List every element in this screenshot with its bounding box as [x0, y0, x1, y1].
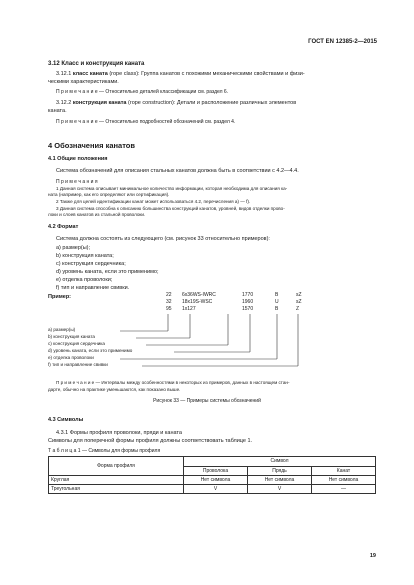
section-4-3-1-text: Символы для поперечной формы профиля должны соответствовать таблице 1.: [48, 438, 253, 444]
diagram-label-c: с) конструкция сердечника: [48, 341, 105, 346]
section-4-2-text: Система должна состоять из следующего (см. рисунок 33 относительно примеров):: [56, 236, 270, 242]
example-row-2-lay: sZ: [296, 299, 302, 305]
figure-caption: Рисунок 33 — Примеры системы обозначений: [153, 398, 261, 404]
note-1-line2: ната (например, как его определяют или сертификация).: [48, 192, 170, 197]
paragraph-3-12-2-line2: каната.: [48, 108, 67, 114]
section-4-2-heading: 4.2 Формат: [48, 224, 79, 230]
term-rope-construction: конструкция каната: [72, 100, 127, 106]
row-shape: Треугольная: [49, 485, 184, 494]
example-row-2-finish: U: [275, 299, 279, 305]
section-4-3-1-heading: 4.3.1 Формы профиля проволоки, пряди и каната: [56, 430, 182, 436]
example-row-1-lay: sZ: [296, 292, 302, 298]
example-row-2-grade: 1960: [242, 299, 254, 305]
row-wire-symbol: Нет символа: [184, 476, 248, 485]
definition-text: (rope class): Группа канатов с похожими механическими свойствами и физи-: [107, 71, 305, 77]
table-caption-label: Т а б л и ц а 1: [48, 448, 81, 454]
section-4-1-heading: 4.1 Общие положения: [48, 156, 108, 162]
example-row-3-finish: B: [275, 306, 279, 312]
term-rope-class: класс каната: [72, 71, 108, 77]
table-caption-text: — Символы для формы профиля: [80, 448, 161, 454]
table-row: [49, 485, 376, 494]
section-4-1-text: Система обозначений для описания стальных канатов должна быть в соответствии с 4.2—4.4.: [56, 168, 299, 174]
row-wire-symbol: V: [184, 485, 248, 494]
note-label: П р и м е ч а н и е: [56, 380, 95, 385]
paragraph-3-12-1-line1: [56, 71, 305, 79]
note-1-line1: 1 Данная система описывает минимальное количество информации, которая необходима для описания ка-: [56, 186, 288, 191]
example-row-3-lay: Z: [296, 306, 300, 312]
row-shape: Круглая: [49, 476, 184, 485]
note-text: — Интервалы между особенностями в некоторых из примеров, данных в настоящем стан-: [94, 380, 290, 385]
standard-number: ГОСТ EN 12385-2—2015: [308, 39, 377, 45]
diagram-label-a: а) размер(ы): [48, 327, 76, 332]
notes-label: П р и м е ч а н и я: [56, 179, 98, 185]
list-item-e: е) отделка проволоки;: [56, 277, 113, 283]
header-strand: Прядь: [248, 466, 312, 476]
section-4-heading: 4 Обозначения канатов: [48, 141, 135, 150]
header-rope: Канат: [312, 466, 376, 476]
row-strand-symbol: Нет символа: [248, 476, 312, 485]
list-item-d: d) уровень каната, если это применимо;: [56, 269, 159, 275]
note-text: — Относительно деталей классификации см. раздел 6.: [97, 89, 229, 95]
example-row-1-construction: 6х36WS-IWRC: [182, 292, 216, 298]
row-rope-symbol: —: [312, 485, 376, 494]
example-row-2-size: 32: [166, 299, 172, 305]
diagram-label-f: f) тип и направление свивки: [48, 362, 108, 367]
example-row-2-construction: 18х19S-WSC: [182, 299, 213, 305]
note-4-2-line1: [56, 380, 290, 386]
header-wire: Проволока: [184, 466, 248, 476]
row-strand-symbol: V: [248, 485, 312, 494]
page-number: 19: [369, 553, 376, 559]
example-row-1-grade: 1770: [242, 292, 254, 298]
row-rope-symbol: Нет символа: [312, 476, 376, 485]
note-label: П р и м е ч а н и е: [56, 119, 98, 125]
paragraph-3-12-1-line2: ческими характеристиками.: [48, 79, 119, 85]
diagram-label-e: е) отделка проволоки: [48, 355, 94, 360]
list-item-c: с) конструкция сердечника;: [56, 261, 126, 267]
table-caption: [48, 448, 160, 455]
table-row: [49, 476, 376, 485]
list-item-f: f) тип и направление свивки.: [56, 285, 130, 291]
table-header-row: [49, 457, 376, 467]
clause-number: 3.12.2: [56, 100, 72, 106]
list-item-b: b) конструкция каната;: [56, 253, 114, 259]
profile-symbols-table: [48, 456, 376, 494]
note-3-line2: локи и слоев канатов из стальной проволоки.: [48, 212, 146, 217]
list-item-a: а) размер(ы);: [56, 245, 91, 251]
note-3-12-2: [56, 119, 235, 126]
example-label: Пример:: [48, 294, 72, 300]
diagram-label-b: b) конструкция каната: [48, 334, 95, 339]
note-3-line1: 3 Данная система способна к описанию большинства конструкций канатов, уровней, видов отделки прово-: [56, 206, 285, 211]
note-3-12-1: [56, 89, 228, 96]
note-2: 2 Также для целей идентификации канат может использоваться 4.2, перечисления а) — f).: [56, 199, 251, 204]
definition-text: (rope construction): Детали и расположение различных элементов: [126, 100, 297, 106]
note-label: П р и м е ч а н и е: [56, 89, 98, 95]
example-row-3-construction: 1х127: [182, 306, 196, 312]
section-3-12-heading: 3.12 Класс и конструкция каната: [48, 61, 145, 67]
diagram-label-d: d) уровень каната, если это применимо: [48, 348, 133, 353]
note-4-2-line2: дарте, обычно на практике уменьшаются, как показано выше.: [48, 387, 181, 392]
section-4-3-heading: 4.3 Символы: [48, 417, 84, 423]
example-row-1-size: 22: [166, 292, 172, 298]
example-row-3-grade: 1570: [242, 306, 254, 312]
clause-number: 3.12.1: [56, 71, 72, 77]
header-profile-shape: Форма профиля: [49, 457, 184, 476]
header-symbol: Символ: [184, 457, 376, 467]
paragraph-3-12-2-line1: [56, 100, 296, 108]
example-row-1-finish: B: [275, 292, 279, 298]
note-text: — Относительно подробностей обозначений см. раздел 4.: [97, 119, 236, 125]
example-row-3-size: 95: [166, 306, 172, 312]
